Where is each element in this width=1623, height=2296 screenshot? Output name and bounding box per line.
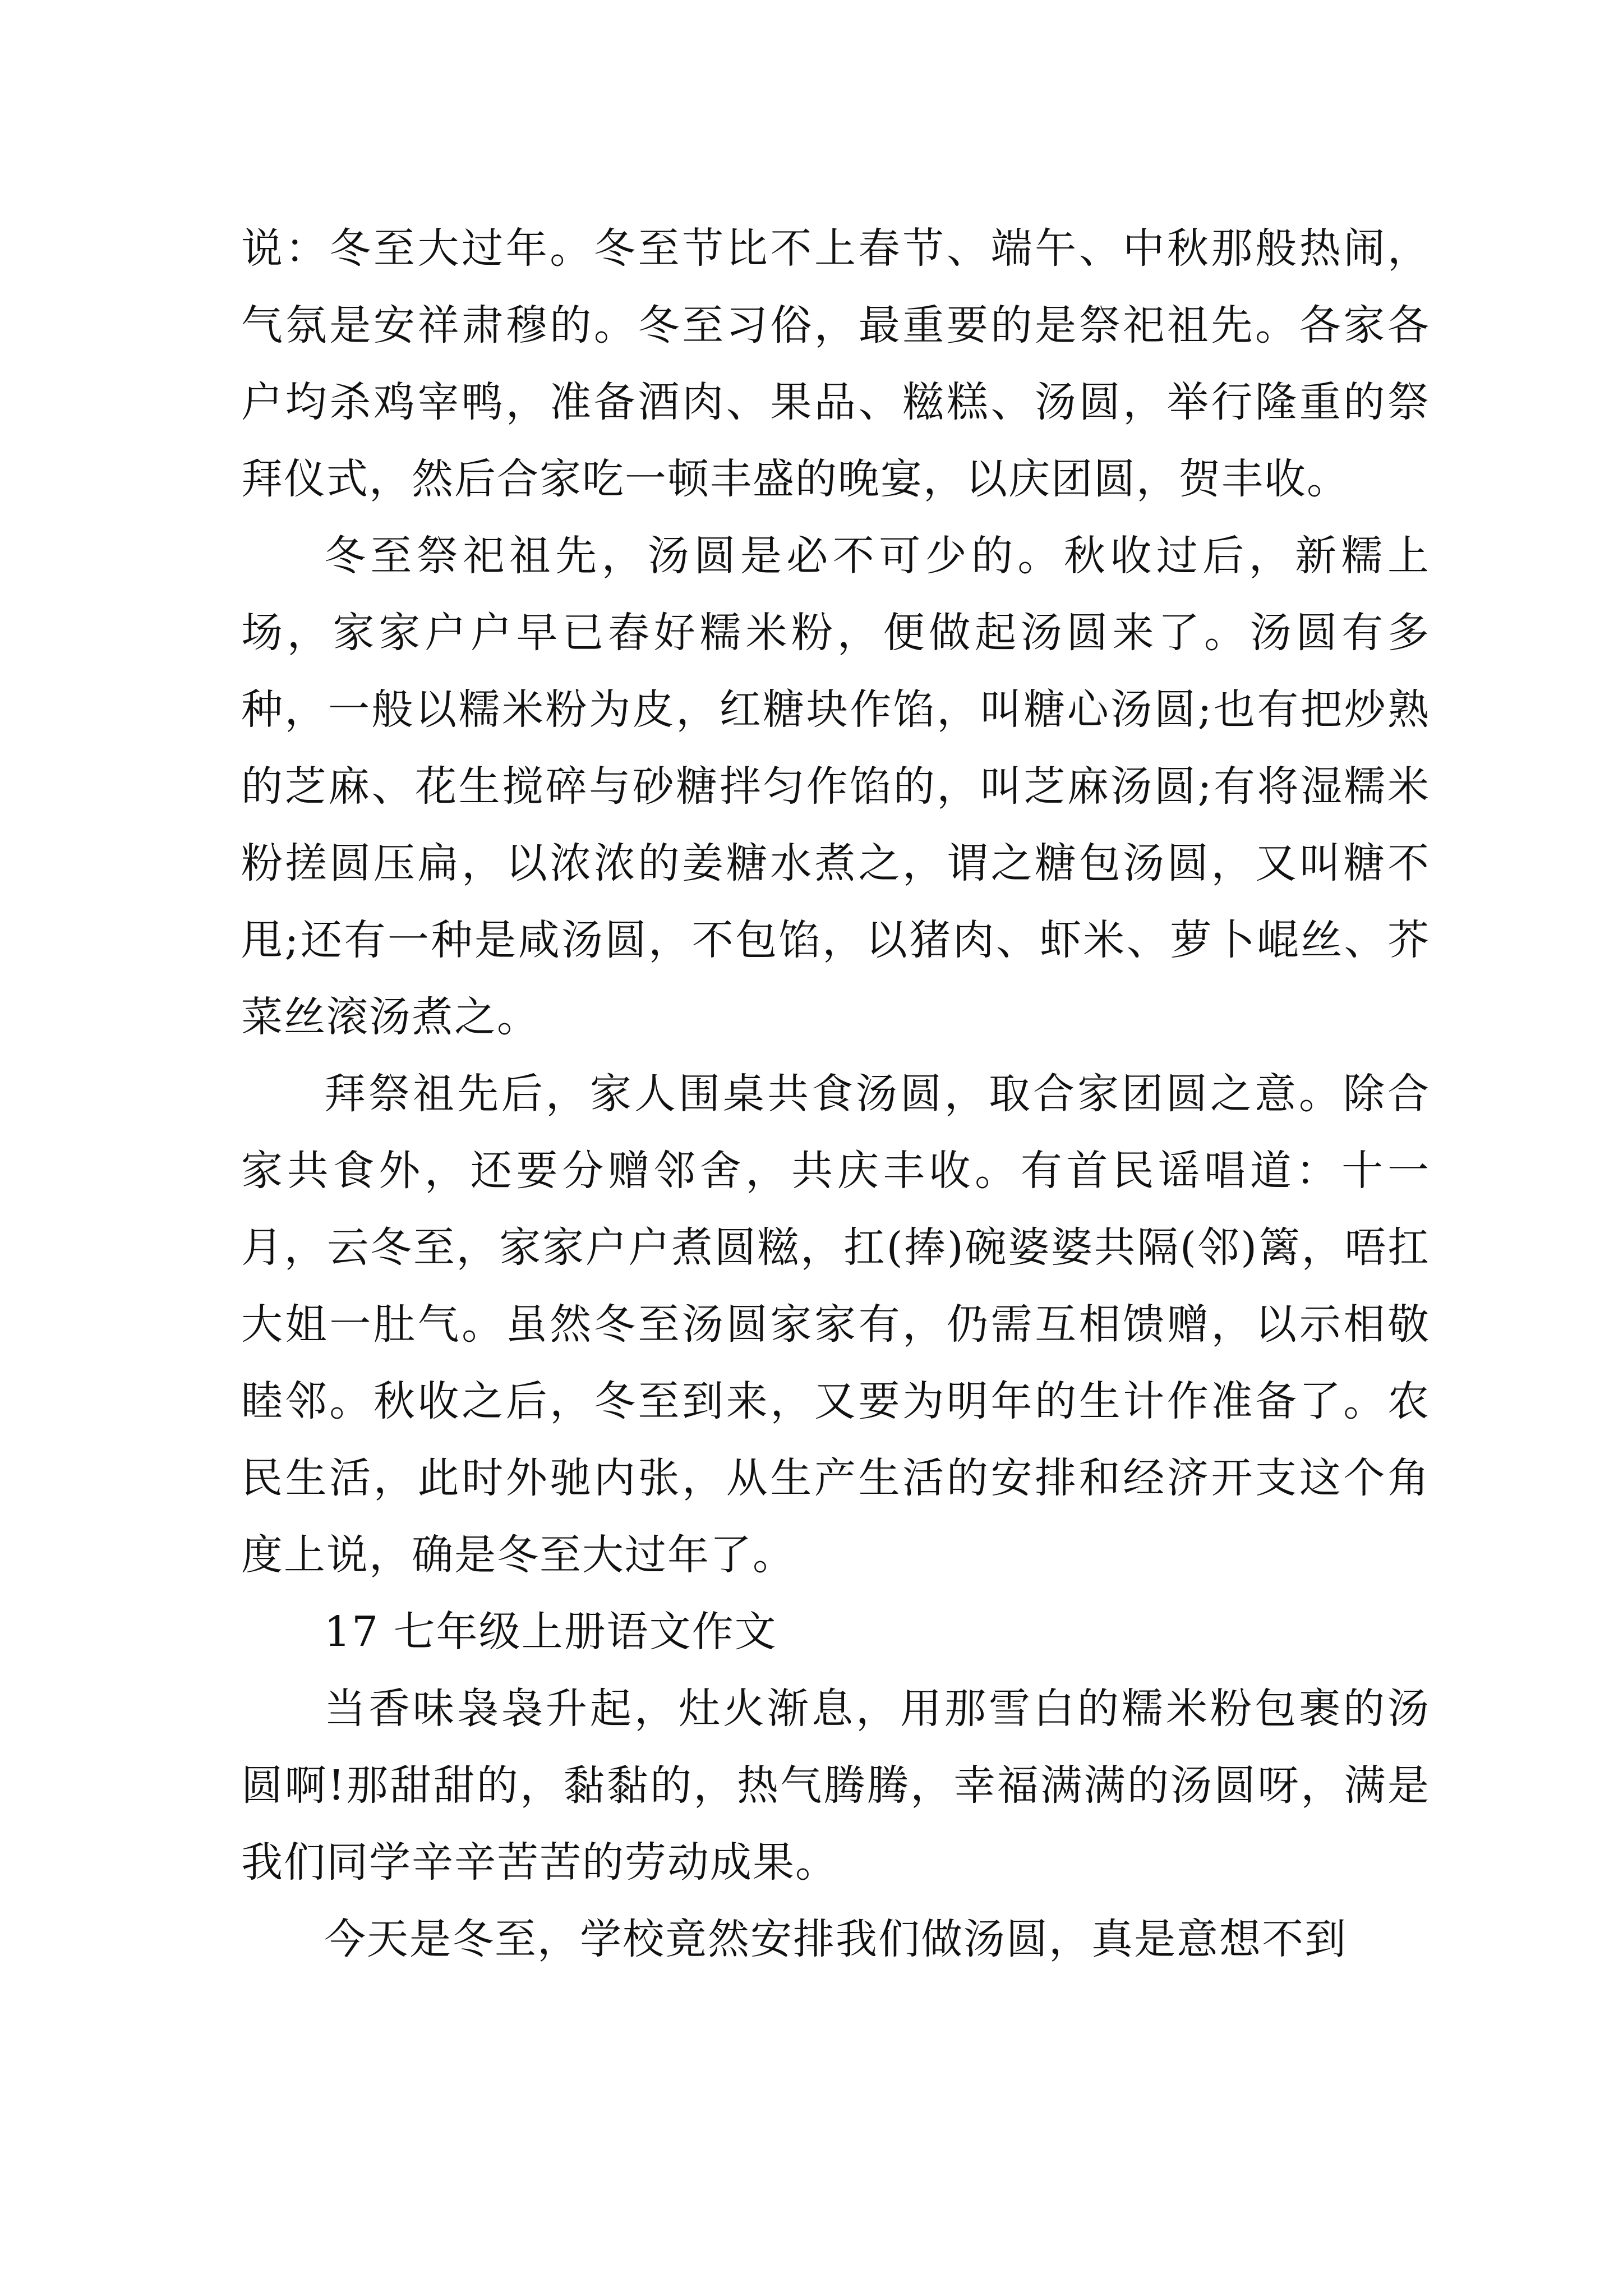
section-heading: 17 七年级上册语文作文	[324, 1608, 777, 1656]
document-body	[241, 210, 1430, 1978]
paragraph-1: 说：冬至大过年。冬至节比不上春节、端午、中秋那般热闹，气氛是安祥肃穆的。冬至习俗，最重要的是祭祀祖先。各家各户均杀鸡宰鸭，准备酒肉、果品、糍糕、汤圆，举行隆重的祭拜仪式，然后合家吃一顿丰盛的晚宴，以庆团圆，贺丰收。	[241, 224, 1430, 503]
paragraph-4: 当香味袅袅升起，灶火渐息，用那雪白的糯米粉包裹的汤圆啊!那甜甜的，黏黏的，热气腾腾，幸福满满的汤圆呀，满是我们同学辛辛苦苦的劳动成果。	[241, 1685, 1430, 1887]
paragraph-2: 冬至祭祀祖先，汤圆是必不可少的。秋收过后，新糯上场，家家户户早已舂好糯米粉，便做起汤圆来了。汤圆有多种，一般以糯米粉为皮，红糖块作馅，叫糖心汤圆;也有把炒熟的芝麻、花生搅碎与砂糖拌匀作馅的，叫芝麻汤圆;有将湿糯米粉搓圆压扁，以浓浓的姜糖水煮之，谓之糖包汤圆，又叫糖不甩;还有一种是咸汤圆，不包馅，以猪肉、虾米、萝卜崐丝、芥菜丝滚汤煮之。	[241, 532, 1430, 1041]
paragraph-5: 今天是冬至，学校竟然安排我们做汤圆，真是意想不到	[324, 1915, 1347, 1963]
paragraph-3: 拜祭祖先后，家人围桌共食汤圆，取合家团圆之意。除合家共食外，还要分赠邻舍，共庆丰收。有首民谣唱道：十一月，云冬至，家家户户煮圆糍，扛(捧)碗婆婆共隔(邻)篱，唔扛大姐一肚气。虽然冬至汤圆家家有，仍需互相馈赠，以示相敬睦邻。秋收之后，冬至到来，又要为明年的生计作准备了。农民生活，此时外驰内张，从生产生活的安排和经济开支这个角度上说，确是冬至大过年了。	[241, 1070, 1430, 1579]
